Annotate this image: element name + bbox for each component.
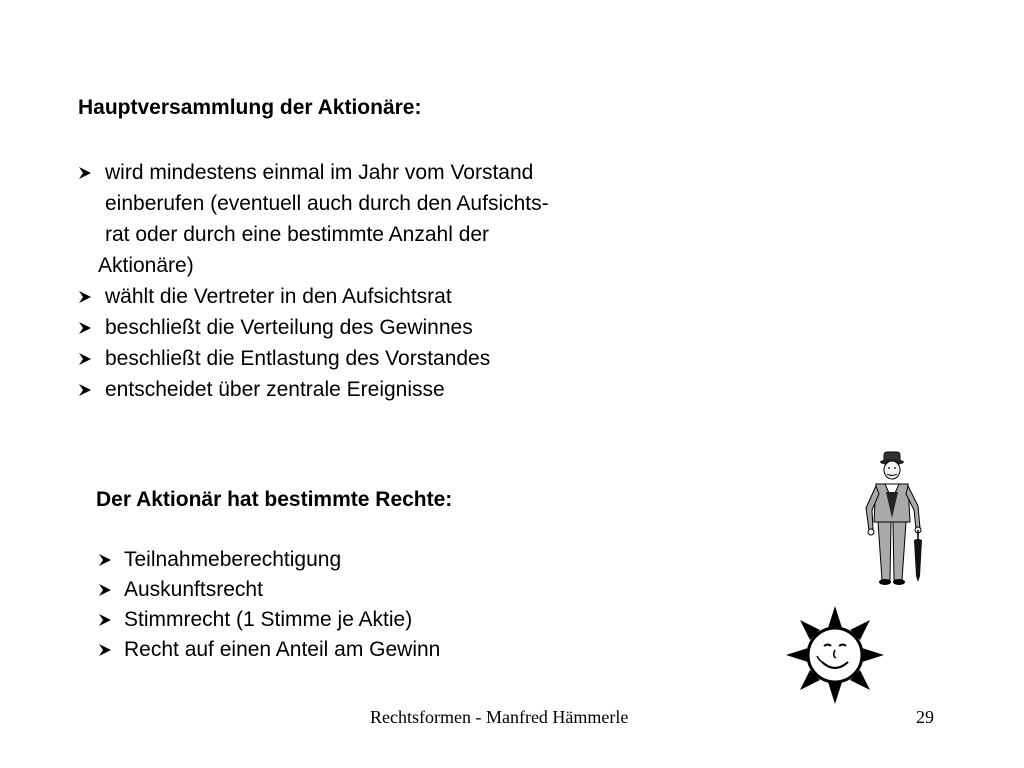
arrowhead-bullet-icon xyxy=(78,383,92,397)
bullet-item xyxy=(78,157,549,281)
arrowhead-bullet-icon xyxy=(78,352,92,366)
hauptversammlung-bullet-list xyxy=(78,157,549,405)
bullet-text-line: Aktionäre) xyxy=(98,254,194,277)
bullet-item xyxy=(98,545,440,575)
arrowhead-bullet-icon xyxy=(78,166,92,180)
arrowhead-bullet-icon xyxy=(98,643,112,657)
arrowhead-bullet-icon xyxy=(78,290,92,304)
bullet-item xyxy=(98,605,440,635)
gentleman-with-umbrella-icon xyxy=(852,448,942,593)
bullet-text: entscheidet über zentrale Ereignisse xyxy=(105,378,445,401)
bullet-item xyxy=(78,374,549,405)
bullet-text: beschließt die Entlastung des Vorstandes xyxy=(105,347,491,370)
rechte-bullet-list xyxy=(98,545,440,665)
bullet-text: Stimmrecht (1 Stimme je Aktie) xyxy=(124,608,413,631)
page-number: 29 xyxy=(916,707,934,727)
bullet-text-line: einberufen (eventuell auch durch den Aufsichts- xyxy=(105,192,549,215)
bullet-text: wählt die Vertreter in den Aufsichtsrat xyxy=(105,285,452,308)
bullet-item xyxy=(98,575,440,605)
arrowhead-bullet-icon xyxy=(98,583,112,597)
arrowhead-bullet-icon xyxy=(98,613,112,627)
bullet-text: Teilnahmeberechtigung xyxy=(124,548,342,571)
bullet-text: Auskunftsrecht xyxy=(124,578,263,601)
bullet-item xyxy=(78,312,549,343)
arrowhead-bullet-icon xyxy=(98,553,112,567)
bullet-text: beschließt die Verteilung des Gewinnes xyxy=(105,316,473,339)
footer-title: Rechtsformen - Manfred Hämmerle xyxy=(370,707,629,727)
section-heading-hauptversammlung: Hauptversammlung der Aktionäre: xyxy=(78,96,422,119)
bullet-item xyxy=(78,343,549,374)
bullet-item xyxy=(98,635,440,665)
arrowhead-bullet-icon xyxy=(78,321,92,335)
bullet-text-line: rat oder durch eine bestimmte Anzahl der xyxy=(105,223,490,246)
section-heading-rechte: Der Aktionär hat bestimmte Rechte: xyxy=(96,488,453,511)
bullet-text: Recht auf einen Anteil am Gewinn xyxy=(124,638,441,661)
bullet-item xyxy=(78,281,549,312)
bullet-text-line: wird mindestens einmal im Jahr vom Vorstand xyxy=(105,161,534,184)
smiling-sun-icon xyxy=(784,604,886,706)
